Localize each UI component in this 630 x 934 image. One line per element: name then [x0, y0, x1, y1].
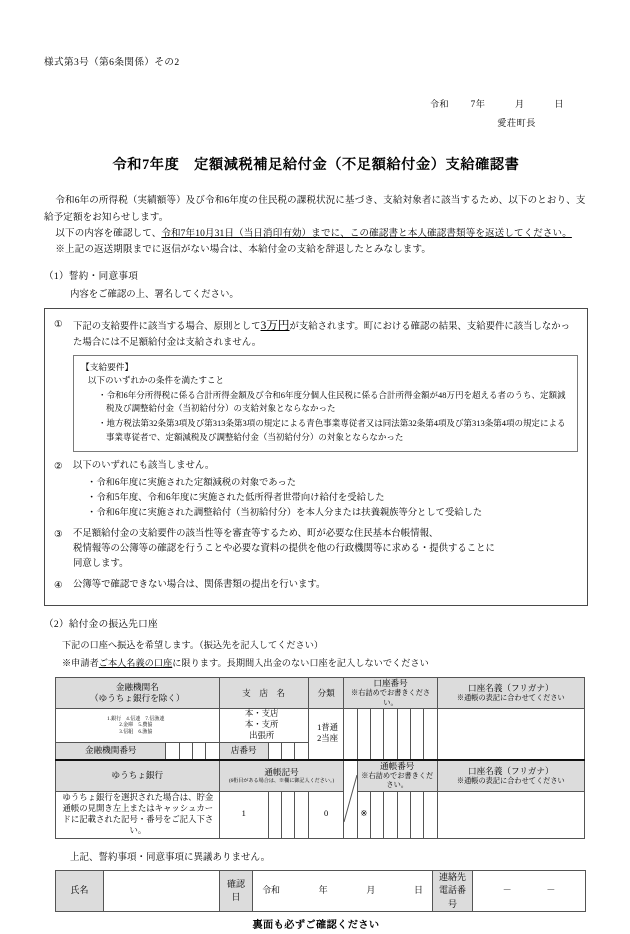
th-yucho-account-holder: [437, 760, 584, 791]
bank-type-line-2: 2.金庫 5.農協: [119, 722, 153, 729]
yucho-instruction: ゆうちょ銀行を選択された場合は、貯金通帳の見開き左上またはキャッシュカードに記載された記号・番号をご記入下さい。: [56, 791, 220, 838]
yucho-header-row: [56, 760, 585, 791]
requirement-bullet: ・地方税法第32条第3項及び第313条第3項の規定による青色事業専従者又は同法第32条第4項及び第313条第4項の規定による事業専従者で、定額減税及び調整給付金（当初給付分）の対象とならなかった: [98, 418, 566, 442]
item-2-number: ②: [54, 460, 63, 472]
account-type-option-futsu[interactable]: 1普通: [317, 723, 339, 733]
issuer-name: 愛荘町長: [497, 118, 536, 129]
th-bank-code-label: 金融機関番号: [84, 744, 137, 755]
intro-p2-deadline: 令和7年10月31日（当日消印有効）までに、この確認書と本人確認書類等を返送してください。: [161, 228, 572, 239]
th-branch-name-label: 支 店 名: [242, 687, 286, 698]
page-title: 令和7年度 定額減税補足給付金（不足額給付金）支給確認書: [112, 156, 520, 173]
th-bank-code: [56, 742, 166, 760]
item-2-bullet-text: 令和6年度に実施された定額減税の対象であった: [96, 477, 297, 488]
item-2-bullet: ・令和5年度、令和6年度に実施された低所得者世帯向け給付を受給した: [87, 492, 385, 503]
section-1-label: （1）誓約・同意事項: [44, 270, 139, 282]
tel-part-3: [572, 884, 574, 898]
intro-paragraph-2: [44, 226, 588, 242]
passbook-symbol-digit-1: 1: [219, 791, 268, 838]
branch-type-line-3: 出張所: [249, 731, 275, 740]
passbook-number-digit[interactable]: [371, 791, 384, 838]
passbook-number-digit[interactable]: [397, 791, 410, 838]
bank-type-line-1: 1.銀行 4.信連 7.信漁連: [107, 716, 165, 722]
tel-part-2: [528, 884, 530, 898]
telephone-label-line1: 連絡先: [438, 871, 466, 882]
telephone-input[interactable]: [473, 870, 586, 912]
name-input[interactable]: [104, 870, 220, 912]
item-1-text-after: が支給されます。町における確認の結果、支給要件に該当しなかった場合には不足額給付金は支給されません。: [73, 322, 571, 348]
item-4-body: 公簿等で確認できない場合は、関係書類の提出を行います。: [73, 579, 326, 590]
section-1-note: 内容をご確認の上、署名してください。: [70, 289, 239, 300]
branch-code-digit[interactable]: [295, 742, 308, 760]
section-2-label: （2）給付金の振込先口座: [44, 619, 158, 631]
era-label: 令和: [429, 99, 450, 110]
item-2-text: 以下のいずれにも該当しません。: [73, 460, 215, 471]
requirement-bullets: [81, 389, 570, 445]
pledge-item-1: [54, 317, 578, 351]
bank-code-digit[interactable]: [206, 742, 219, 760]
account-number-digit[interactable]: [357, 709, 370, 760]
bank-code-digit[interactable]: [179, 742, 192, 760]
requirement-box: [73, 355, 578, 452]
account-type-option-toza[interactable]: 2当座: [317, 734, 339, 744]
th-account-type: [308, 678, 344, 709]
date-line: [44, 98, 588, 112]
th-branch-name: [219, 678, 308, 709]
th-account-number-label: 口座番号: [373, 678, 408, 689]
th-yucho-label: ゆうちょ銀行: [111, 770, 164, 781]
item-1-body: [73, 317, 578, 351]
item-4-number: ④: [54, 579, 63, 591]
account-type-options[interactable]: [308, 709, 344, 760]
item-2-body: [73, 459, 578, 521]
passbook-symbol-digit-4[interactable]: [295, 791, 308, 838]
branch-name-input[interactable]: [219, 709, 308, 743]
telephone-label-line2: 電話番号: [438, 885, 466, 909]
th-account-holder: [437, 678, 584, 709]
intro-paragraph-3: ※上記の返送期限までに返信がない場合は、本給付金の支給を辞退したとみなします。: [55, 245, 431, 256]
confirm-era: 令和: [262, 885, 281, 896]
th-account-number: [344, 678, 437, 709]
signature-table: [55, 870, 586, 913]
passbook-number-digit[interactable]: [410, 791, 423, 838]
th-yucho-holder-note: ※通帳の表記に合わせてください: [456, 776, 565, 785]
account-number-digit[interactable]: [397, 709, 410, 760]
payment-amount: 3万円: [260, 319, 290, 333]
th-passbook-number: [357, 760, 437, 791]
note2-underline: ご本人名義の口座: [98, 658, 173, 669]
form-number: 様式第3号（第6条関係）その2: [44, 57, 180, 68]
tel-dash-2: －: [546, 885, 556, 896]
th-passbook-number-label: 通帳番号: [380, 760, 415, 771]
confirm-year: 年: [318, 885, 328, 896]
th-bank-name-line1: 金融機関名: [115, 682, 159, 693]
telephone-label: [433, 870, 473, 912]
bank-account-table: [55, 677, 585, 838]
item-2-bullet-text: 令和5年度、令和6年度に実施された低所得者世帯向け給付を受給した: [96, 492, 385, 503]
item-1-number: ①: [54, 319, 63, 331]
th-account-number-note: ※右詰めでお書きください。: [351, 689, 431, 707]
tel-part-1: [484, 884, 486, 898]
note2-head: ※申請者: [62, 658, 99, 669]
bank-table-input-row: [56, 709, 585, 743]
telephone-fields: [476, 884, 582, 898]
diagonal-slash-icon: [344, 775, 357, 823]
account-number-digit[interactable]: [410, 709, 423, 760]
yucho-input-row: [56, 791, 585, 838]
branch-type-line-1: 本・支店: [244, 709, 279, 719]
confirm-month: 月: [366, 885, 376, 896]
yucho-account-holder-input[interactable]: [437, 791, 584, 838]
th-branch-code: [219, 742, 268, 760]
month-label: 月: [515, 99, 525, 110]
pledge-item-3: [54, 527, 578, 572]
intro-p2-head: 以下の内容を確認して、: [55, 228, 162, 239]
section-2-note-2: [44, 657, 588, 671]
slash-cell: [344, 760, 357, 838]
branch-code-digit[interactable]: [268, 742, 281, 760]
passbook-number-digit[interactable]: [424, 791, 437, 838]
th-bank-name-line2: （ゆうちょ銀行を除く）: [90, 693, 185, 704]
th-branch-code-label: 店番号: [230, 744, 257, 755]
pledge-item-2: [54, 459, 578, 521]
th-account-holder-label: 口座名義（フリガナ）: [468, 682, 554, 693]
th-passbook-number-note: ※右詰めでお書きください。: [361, 772, 434, 790]
account-number-digit[interactable]: [344, 709, 357, 760]
confirm-date-label: 確認日: [220, 870, 253, 912]
confirm-day: 日: [413, 885, 423, 896]
item-2-bullet: ・令和6年度に実施された調整給付（当初給付分）を本人分または扶養親族等分として受給した: [87, 507, 483, 518]
item-3-body: [73, 527, 578, 572]
account-number-digit[interactable]: [371, 709, 384, 760]
item-3-line: 税情報等の公簿等の確認を行うことや必要な資料の提供を他の行政機関等に求める・提供することに: [73, 543, 495, 554]
item-1-text-before: 下記の支給要件に該当する場合、原則として: [73, 322, 261, 333]
th-passbook-symbol-note: (6桁目がある場合は、※欄に御記入ください。): [228, 778, 335, 785]
bank-name-input[interactable]: [56, 709, 220, 743]
requirement-bullet: ・令和6年分所得税に係る合計所得金額及び令和6年度分個人住民税に係る合計所得金額が48万円を超える者のうち、定額減税及び調整給付金（当初給付分）の支給対象とならなかった: [98, 389, 566, 414]
branch-type-line-2: 本・支所: [244, 720, 279, 730]
footer-note: 裏面も必ずご確認ください: [252, 920, 380, 932]
pledge-box: [44, 308, 588, 606]
passbook-symbol-marker[interactable]: ※: [357, 791, 370, 838]
requirement-bullet-text: 地方税法第32条第3項及び第313条第3項の規定による青色事業専従者又は同法第32条第4項及び第313条第4項の規定による事業専従者で、定額減税及び調整給付金（当初給付分）の対象とならなかった: [106, 418, 566, 442]
bank-type-line-3: 3.信組 6.漁協: [119, 728, 153, 735]
agreement-line: 上記、誓約事項・同意事項に異議ありません。: [70, 852, 271, 863]
tel-dash-1: －: [502, 885, 512, 896]
item-2-bullet-text: 令和6年度に実施された調整給付（当初給付分）を本人分または扶養親族等分として受給した: [96, 507, 483, 518]
th-yucho-holder-label: 口座名義（フリガナ）: [468, 765, 554, 776]
branch-code-digit[interactable]: [282, 742, 295, 760]
name-label: 氏名: [56, 870, 104, 912]
th-account-holder-note: ※通帳の表記に合わせてください: [456, 694, 565, 703]
account-holder-input[interactable]: [437, 709, 584, 760]
bank-code-digit[interactable]: [166, 742, 179, 760]
pledge-item-4: [54, 578, 578, 593]
account-number-digit[interactable]: [424, 709, 437, 760]
signature-row: [56, 870, 586, 912]
th-passbook-symbol: [219, 760, 344, 791]
passbook-number-digit[interactable]: [384, 791, 397, 838]
day-label: 日: [554, 99, 564, 110]
bank-table-header-row: [56, 678, 585, 709]
confirm-date-fields: [256, 884, 429, 898]
intro-block: [44, 193, 588, 258]
passbook-symbol-digit-3[interactable]: [282, 791, 295, 838]
year-label: 7年: [470, 99, 486, 110]
item-3-line: 同意します。: [73, 558, 129, 569]
account-number-digit[interactable]: [384, 709, 397, 760]
item-2-bullets: [73, 476, 578, 521]
th-passbook-symbol-label: 通帳記号: [264, 767, 299, 778]
passbook-symbol-digit-2[interactable]: [268, 791, 281, 838]
th-bank-name: [56, 678, 220, 709]
th-yucho-bank: [56, 760, 220, 791]
item-2-bullet: ・令和6年度に実施された定額減税の対象であった: [87, 477, 297, 488]
requirement-bullet-text: 令和6年分所得税に係る合計所得金額及び令和6年度分個人住民税に係る合計所得金額が48万円を超える者のうち、定額減税及び調整給付金（当初給付分）の支給対象とならなかった: [106, 389, 566, 414]
requirement-subtitle: 以下のいずれかの条件を満たすこと: [88, 374, 225, 385]
item-3-number: ③: [54, 528, 63, 540]
requirement-title: 【支給要件】: [81, 361, 134, 372]
note2-tail: に限ります。長期間入出金のない口座を記入しないでください: [172, 658, 429, 669]
th-account-type-label: 分類: [317, 687, 335, 698]
intro-paragraph-1: 令和6年の所得税（実績額等）及び令和6年度の住民税の課税状況に基づき、支給対象者に該当するため、以下のとおり、支給予定額をお知らせします。: [44, 196, 586, 223]
passbook-symbol-digit-5: 0: [308, 791, 344, 838]
item-3-line: 不足額給付金の支給要件の該当性等を審査等するため、町が必要な住民基本台帳情報、: [73, 528, 439, 539]
bank-code-digit[interactable]: [193, 742, 206, 760]
section-2-note-1: 下記の口座へ振込を希望します。（振込先を記入してください）: [62, 639, 324, 650]
confirm-date-input[interactable]: [253, 870, 433, 912]
